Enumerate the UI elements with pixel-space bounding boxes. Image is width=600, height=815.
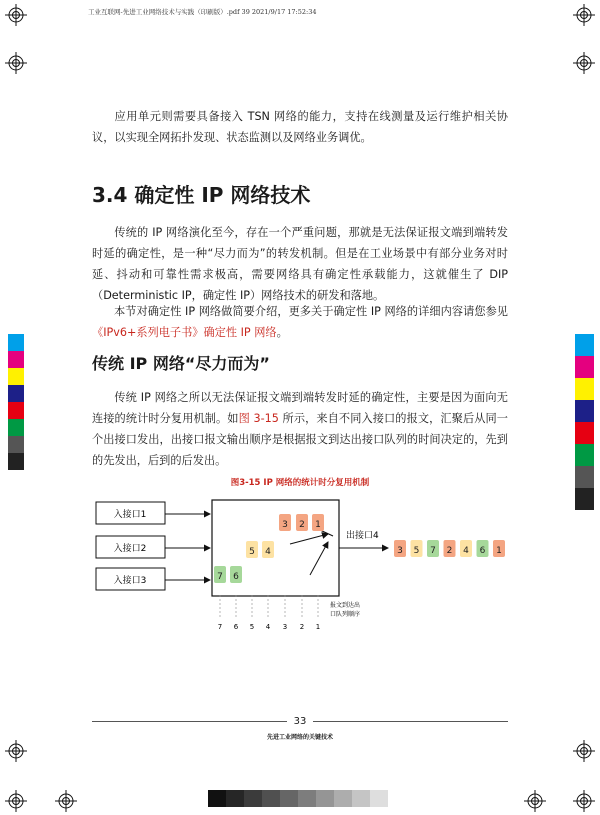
calibration-swatch bbox=[8, 351, 24, 368]
calibration-swatch bbox=[575, 400, 594, 422]
registration-mark-icon bbox=[5, 4, 27, 26]
gray-swatch bbox=[316, 790, 334, 807]
registration-mark-icon bbox=[573, 740, 595, 762]
time-tick-label: 7 bbox=[217, 623, 223, 631]
gray-swatch bbox=[298, 790, 316, 807]
calibration-swatch bbox=[575, 422, 594, 444]
registration-mark-icon bbox=[524, 790, 546, 812]
running-footer-title: 先进工业网络的关键技术 bbox=[266, 734, 333, 741]
calibration-swatch bbox=[575, 334, 594, 356]
color-calibration-bar-left bbox=[8, 334, 24, 470]
axis-note-line1: 报文到达出 bbox=[330, 602, 361, 609]
input-interface-label: 入接口1 bbox=[113, 510, 147, 520]
calibration-swatch bbox=[575, 444, 594, 466]
gray-swatch bbox=[334, 790, 352, 807]
output-packet-number: 3 bbox=[397, 546, 403, 556]
calibration-swatch bbox=[575, 378, 594, 400]
paragraph: 应用单元则需要具备接入 TSN 网络的能力，支持在线测量及运行维护相关协议，以实现全网拓扑发现、状态监测以及网络业务调优。 bbox=[92, 110, 508, 144]
axis-note-line2: 口队列顺序 bbox=[330, 611, 361, 618]
gray-swatch bbox=[226, 790, 244, 807]
print-header: 工业互联网-先进工业网络技术与实践（印刷版）.pdf 39 2021/9/17 17:52:34 bbox=[88, 8, 317, 16]
page-number: 33 bbox=[293, 716, 307, 727]
input-interface-label: 入接口3 bbox=[113, 576, 147, 586]
subsection-title: 传统 IP 网络“尽力而为” bbox=[92, 354, 270, 373]
gray-swatch bbox=[244, 790, 262, 807]
registration-mark-icon bbox=[5, 52, 27, 74]
output-packet-number: 7 bbox=[430, 546, 436, 556]
registration-mark-icon bbox=[55, 790, 77, 812]
packet-number: 3 bbox=[282, 520, 288, 530]
registration-mark-icon bbox=[5, 740, 27, 762]
calibration-swatch bbox=[575, 356, 594, 378]
time-tick-label: 1 bbox=[315, 623, 321, 631]
paragraph: 传统的 IP 网络演化至今，存在一个严重问题，那就是无法保证报文端到端转发时延的确定性，是一种“尽力而为”的转发机制。但是在工业场景中有部分业务对时延、抖动和可靠性需求极高，需要网络具有确定性承载能力，这就催生了 DIP（Deterministic IP，确定性 IP）网络技术的研发和落地。 bbox=[92, 226, 508, 302]
registration-mark-icon bbox=[5, 790, 27, 812]
output-packet-number: 4 bbox=[463, 546, 469, 556]
calibration-swatch bbox=[8, 368, 24, 385]
merge-arrow bbox=[310, 542, 328, 575]
gray-swatch bbox=[262, 790, 280, 807]
packet-number: 5 bbox=[249, 547, 255, 557]
output-packet-number: 2 bbox=[446, 546, 453, 556]
output-packet-number: 1 bbox=[496, 546, 502, 556]
input-interface-label: 入接口2 bbox=[113, 544, 147, 554]
calibration-swatch bbox=[8, 453, 24, 470]
gray-swatch bbox=[352, 790, 370, 807]
paragraph: 本节对确定性 IP 网络做简要介绍，更多关于确定性 IP 网络的详细内容请您参见《IPv6+系列电子书》确定性 IP 网络。 bbox=[92, 305, 508, 339]
time-tick-label: 2 bbox=[299, 623, 305, 631]
calibration-swatch bbox=[8, 385, 24, 402]
output-packet-number: 5 bbox=[413, 546, 420, 556]
time-tick-label: 6 bbox=[233, 623, 239, 631]
time-tick-label: 5 bbox=[249, 623, 255, 631]
figure-reference-link[interactable]: 图 3-15 bbox=[238, 412, 279, 425]
figure-caption: 图3-15 IP 网络的统计时分复用机制 bbox=[230, 478, 370, 488]
calibration-swatch bbox=[8, 402, 24, 419]
registration-mark-icon bbox=[573, 52, 595, 74]
gray-swatch bbox=[370, 790, 388, 807]
packet-number: 2 bbox=[299, 520, 305, 530]
gray-swatch bbox=[280, 790, 298, 807]
gray-swatch bbox=[208, 790, 226, 807]
time-tick-label: 3 bbox=[282, 623, 288, 631]
calibration-swatch bbox=[8, 436, 24, 453]
calibration-swatch bbox=[8, 419, 24, 436]
packet-number: 6 bbox=[233, 572, 239, 582]
time-tick-label: 4 bbox=[265, 623, 271, 631]
packet-number: 1 bbox=[315, 520, 321, 530]
packet-number: 4 bbox=[265, 547, 271, 557]
output-interface-label: 出接口4 bbox=[346, 531, 379, 541]
registration-mark-icon bbox=[573, 4, 595, 26]
calibration-swatch bbox=[8, 334, 24, 351]
output-packet-number: 6 bbox=[479, 546, 486, 556]
statistical-tdm-diagram bbox=[0, 490, 600, 640]
ebook-link[interactable]: 《IPv6+系列电子书》确定性 IP 网络 bbox=[92, 326, 277, 339]
registration-mark-icon bbox=[573, 790, 595, 812]
merge-arrow bbox=[290, 534, 328, 544]
packet-number: 7 bbox=[217, 572, 223, 582]
paragraph: 传统 IP 网络之所以无法保证报文端到端转发时延的确定性，主要是因为面向无连接的统计时分复用机制。如图 3-15 所示，来自不同入接口的报文，汇聚后从同一个出接口发出，出接口报文输出顺序是根据报文到达出接口队列的时间决定的，先到的先发出，后到的后发出。 bbox=[92, 391, 508, 467]
gray-calibration-bar bbox=[208, 790, 388, 807]
section-title: 3.4 确定性 IP 网络技术 bbox=[92, 183, 311, 207]
